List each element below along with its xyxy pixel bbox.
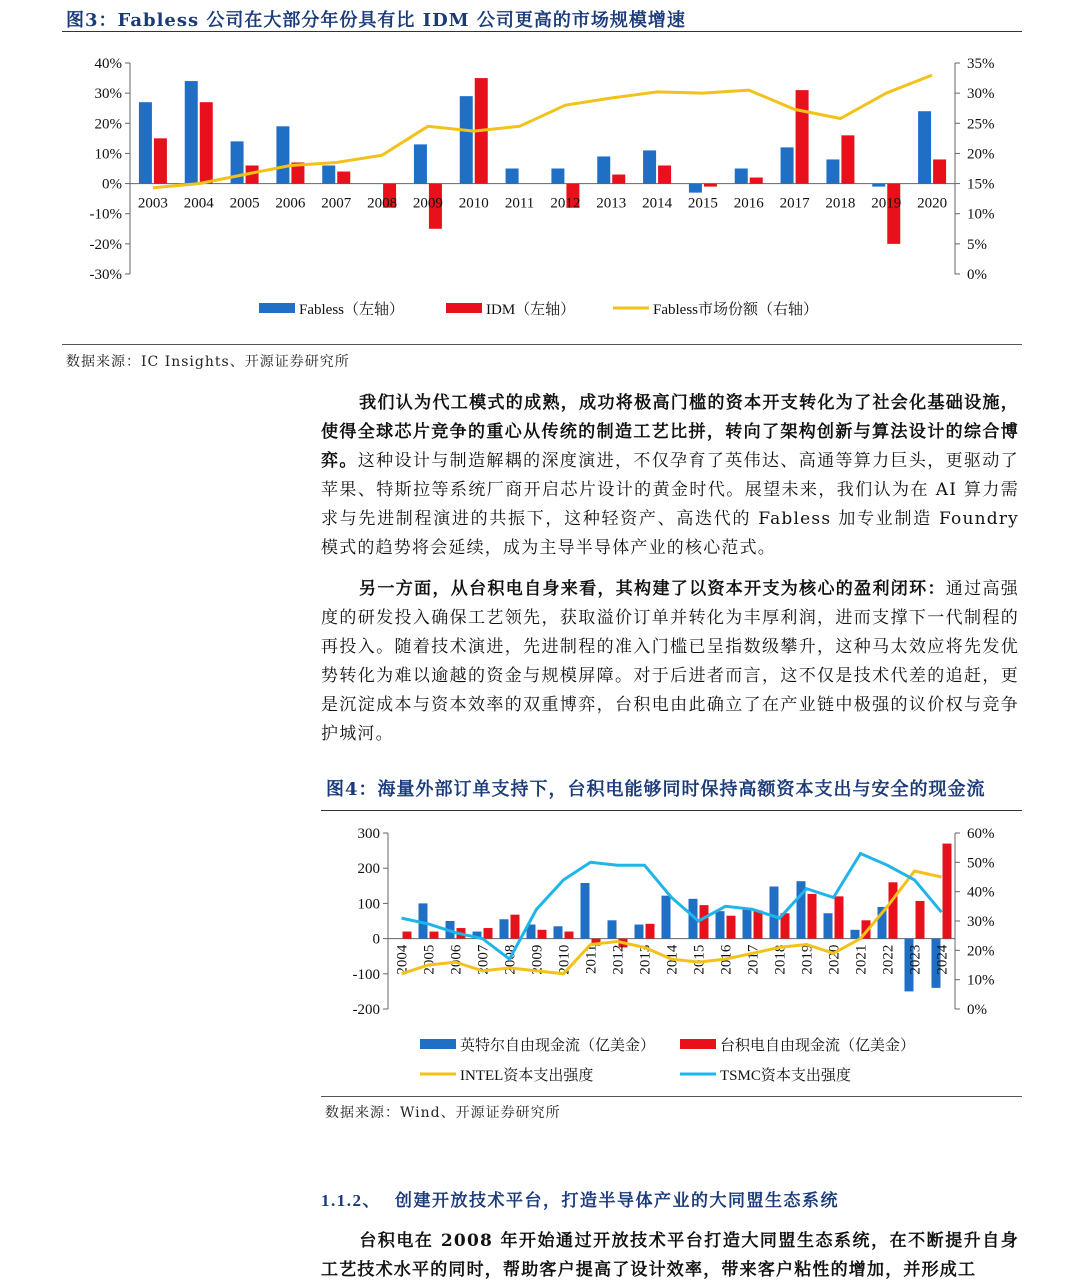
category-label: 2006	[448, 944, 465, 975]
legend-label: Fabless（左轴）	[299, 302, 405, 318]
bar-a	[781, 147, 794, 183]
left-axis-tick-label: -20%	[89, 236, 122, 253]
left-axis-tick-label: 20%	[94, 116, 122, 133]
bar-b	[916, 901, 925, 939]
bar-b	[430, 932, 439, 939]
bar-a	[826, 159, 839, 183]
category-label: 2020	[826, 944, 843, 975]
bar-b	[841, 135, 854, 183]
bar-a	[581, 883, 590, 939]
bar-a	[689, 184, 702, 193]
right-axis-tick-label: 5%	[967, 236, 987, 253]
category-label: 2016	[733, 195, 764, 212]
right-axis-tick-label: 10%	[967, 972, 995, 989]
category-label: 2007	[475, 944, 492, 975]
category-label: 2005	[229, 195, 260, 212]
left-axis-tick-label: 30%	[94, 86, 122, 103]
bar-b	[943, 844, 952, 939]
category-label: 2004	[183, 195, 214, 212]
right-axis-tick-label: 0%	[967, 267, 987, 283]
category-label: 2014	[664, 944, 681, 975]
right-axis-tick-label: 30%	[967, 86, 995, 103]
right-axis-tick-label: 15%	[967, 176, 995, 193]
legend-label: Fabless市场份额（右轴）	[653, 302, 819, 318]
bar-a	[500, 919, 509, 938]
category-label: 2003	[137, 195, 168, 212]
legend-bar-swatch	[420, 1039, 456, 1049]
bar-b	[754, 910, 763, 938]
bar-a	[735, 169, 748, 184]
right-axis-tick-label: 50%	[967, 855, 995, 872]
category-label: 2022	[880, 944, 897, 975]
legend-label: TSMC资本支出强度	[720, 1068, 851, 1084]
bar-b	[704, 184, 717, 187]
figure4-source: 数据来源：Wind、开源证券研究所	[325, 1105, 561, 1121]
figure4-bottom-rule	[321, 1096, 1022, 1097]
category-label: 2018	[772, 944, 789, 975]
category-label: 2015	[687, 195, 718, 212]
section-number: 1.1.2、	[321, 1191, 381, 1210]
category-label: 2014	[642, 195, 673, 212]
right-axis-tick-label: 25%	[967, 116, 995, 133]
left-axis-tick-label: 10%	[94, 146, 122, 163]
bar-b	[200, 102, 213, 183]
bar-a	[743, 908, 752, 939]
category-label: 2023	[907, 944, 924, 975]
figure4-chart	[0, 812, 1080, 1092]
bar-b	[511, 915, 520, 939]
right-axis-tick-label: 20%	[967, 943, 995, 960]
legend-label: IDM（左轴）	[486, 302, 576, 318]
paragraph-1-text: 这种设计与制造解耦的深度演进，不仅孕育了英伟达、高通等算力巨头，更驱动了苹果、特斯拉等系统厂商开启芯片设计的黄金时代。展望未来，我们认为在 AI 算力需求与先进制程演进的共振下，这种轻资产、高迭代的 Fabless 加专业制造 Foundry 模式的趋势将会延续，成为主导半导体产业的核心范式。	[321, 451, 1019, 558]
bar-a	[872, 184, 885, 187]
bar-a	[716, 911, 725, 938]
category-label: 2005	[421, 944, 438, 975]
bar-b	[750, 178, 763, 184]
bar-b	[403, 932, 412, 939]
category-label: 2004	[394, 944, 411, 975]
category-label: 2017	[745, 944, 762, 975]
legend-label: 英特尔自由现金流（亿美金）	[460, 1038, 656, 1054]
bar-a	[414, 144, 427, 183]
bar-a	[770, 887, 779, 939]
bar-a	[597, 156, 610, 183]
series-line-1	[153, 75, 932, 188]
series-line-2	[402, 854, 942, 960]
left-axis-tick-label: -100	[352, 966, 380, 983]
paragraph-2	[321, 575, 1019, 749]
category-label: 2010	[556, 944, 573, 975]
category-label: 2012	[550, 195, 581, 212]
category-label: 2007	[321, 195, 352, 212]
category-label: 2011	[583, 944, 600, 975]
bar-b	[835, 896, 844, 938]
bar-a	[185, 81, 198, 183]
figure3-chart	[0, 34, 1080, 364]
figure3-source: 数据来源：IC Insights、开源证券研究所	[66, 354, 350, 370]
section-heading	[321, 1186, 839, 1211]
bar-b	[796, 90, 809, 183]
bar-a	[608, 920, 617, 938]
bar-a	[918, 111, 931, 183]
category-label: 2019	[871, 195, 902, 212]
bar-b	[154, 138, 167, 183]
category-label: 2018	[825, 195, 856, 212]
left-axis-tick-label: 100	[357, 896, 380, 913]
category-label: 2020	[917, 195, 948, 212]
bar-b	[658, 165, 671, 183]
figure4-title: 图4：海量外部订单支持下，台积电能够同时保持高额资本支出与安全的现金流	[326, 779, 986, 800]
category-label: 2009	[529, 944, 546, 975]
category-label: 2008	[367, 195, 398, 212]
paragraph-2-text: 通过高强度的研发投入确保工艺领先，获取溢价订单并转化为丰厚利润，进而支撑下一代制程的再投入。随着技术演进，先进制程的准入门槛已呈指数级攀升，这种马太效应将先发优势转化为难以逾越的资金与规模屏障。对于后进者而言，这不仅是技术代差的追赶，更是沉淀成本与资本效率的双重博弈，台积电由此确立了在产业链中极强的议价权与竞争护城河。	[321, 579, 1019, 744]
paragraph-3	[321, 1227, 1019, 1285]
bar-b	[933, 159, 946, 183]
category-label: 2012	[610, 944, 627, 975]
bar-a	[851, 930, 860, 939]
bar-a	[643, 150, 656, 183]
bar-b	[889, 882, 898, 938]
category-label: 2013	[596, 195, 627, 212]
bar-a	[460, 96, 473, 183]
legend-bar-swatch	[259, 303, 295, 313]
legend-bar-swatch	[446, 303, 482, 313]
category-label: 2019	[799, 944, 816, 975]
figure3-bottom-rule	[62, 344, 1022, 345]
section-title: 创建开放技术平台，打造半导体产业的大同盟生态系统	[395, 1191, 839, 1211]
bar-b	[808, 894, 817, 939]
right-axis-tick-label: 35%	[967, 56, 995, 72]
category-label: 2006	[275, 195, 306, 212]
right-axis-tick-label: 10%	[967, 206, 995, 223]
category-label: 2013	[637, 944, 654, 975]
bar-b	[612, 175, 625, 184]
category-label: 2017	[779, 195, 810, 212]
bar-a	[139, 102, 152, 183]
bar-b	[484, 928, 493, 939]
category-label: 2015	[691, 944, 708, 975]
category-label: 2008	[502, 944, 519, 975]
bar-b	[700, 905, 709, 938]
left-axis-tick-label: -30%	[89, 267, 122, 283]
category-label: 2016	[718, 944, 735, 975]
left-axis-tick-label: -200	[352, 1002, 380, 1018]
category-label: 2024	[934, 944, 951, 975]
bar-a	[635, 925, 644, 939]
left-axis-tick-label: 0	[372, 931, 380, 948]
left-axis-tick-label: 0%	[102, 176, 122, 193]
figure3-top-rule	[62, 31, 1022, 32]
bar-a	[551, 169, 564, 184]
right-axis-tick-label: 0%	[967, 1002, 987, 1018]
bar-b	[727, 916, 736, 939]
bar-a	[824, 913, 833, 938]
paragraph-1	[321, 389, 1019, 563]
category-label: 2010	[458, 195, 489, 212]
bar-b	[565, 932, 574, 939]
category-label: 2011	[504, 195, 535, 212]
bar-b	[337, 172, 350, 184]
right-axis-tick-label: 30%	[967, 914, 995, 930]
category-label: 2021	[853, 944, 870, 975]
left-axis-tick-label: 40%	[94, 56, 122, 72]
bar-b	[887, 184, 900, 244]
figure3-title: 图3：Fabless 公司在大部分年份具有比 IDM 公司更高的市场规模增速	[66, 10, 686, 31]
left-axis-tick-label: 300	[357, 826, 380, 842]
paragraph-3-bold: 台积电在 2008 年开始通过开放技术平台打造大同盟生态系统，在不断提升自身工艺技术水平的同时，帮助客户提高了设计效率，带来客户粘性的增加，并形成工	[321, 1231, 1019, 1280]
bar-b	[538, 930, 547, 939]
paragraph-2-bold: 另一方面，从台积电自身来看，其构建了以资本开支为核心的盈利闭环：	[359, 579, 946, 599]
category-label: 2009	[412, 195, 443, 212]
legend-label: INTEL资本支出强度	[460, 1068, 594, 1084]
legend-bar-swatch	[680, 1039, 716, 1049]
bar-a	[554, 926, 563, 938]
left-axis-tick-label: -10%	[89, 206, 122, 223]
left-axis-tick-label: 200	[357, 861, 380, 878]
figure4-top-rule	[321, 810, 1022, 811]
right-axis-tick-label: 40%	[967, 884, 995, 901]
right-axis-tick-label: 20%	[967, 146, 995, 163]
bar-a	[322, 165, 335, 183]
bar-b	[646, 924, 655, 939]
bar-a	[276, 126, 289, 183]
bar-a	[662, 896, 671, 939]
legend-label: 台积电自由现金流（亿美金）	[720, 1038, 916, 1054]
paragraph-1-bold: 我们认为代工模式的成熟，成功将极高门槛的资本开支转化为了社会化基础设施，使得全球芯片竞争的重心从传统的制造工艺比拼，转向了架构创新与算法设计的综合博弈。	[321, 393, 1019, 471]
bar-a	[506, 169, 519, 184]
right-axis-tick-label: 60%	[967, 826, 995, 842]
